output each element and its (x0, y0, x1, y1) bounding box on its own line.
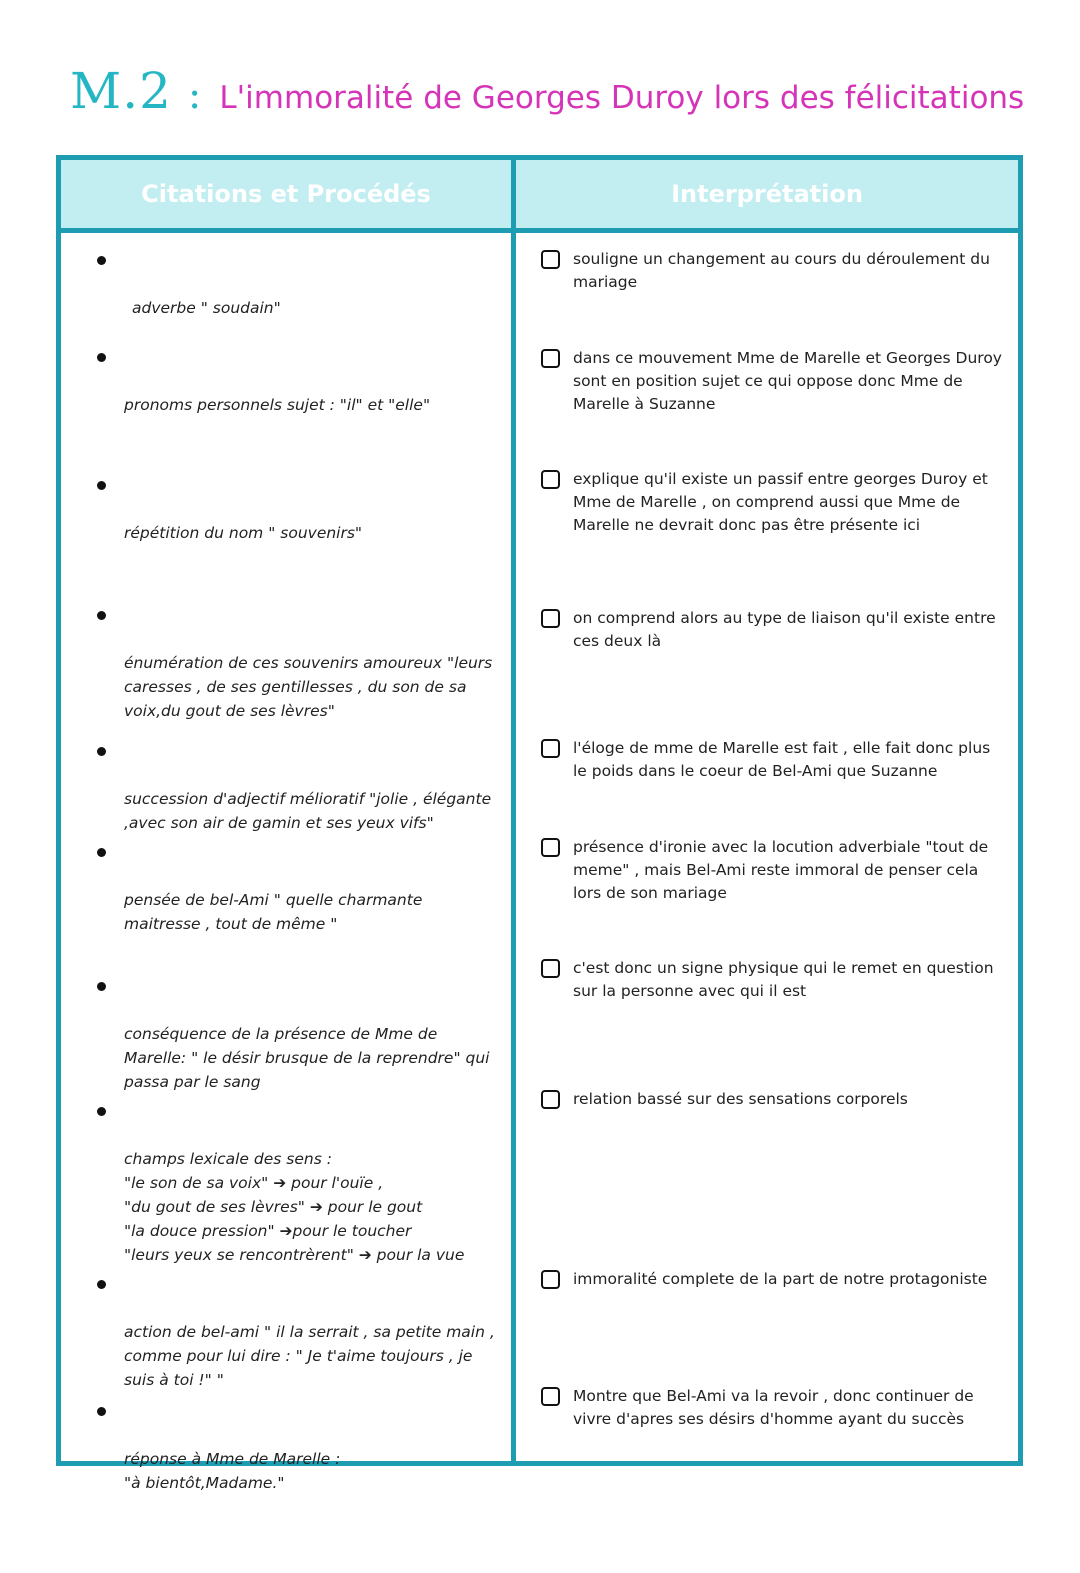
citation-text: répétition du nom " souvenirs" (124, 524, 363, 542)
interpretation-text: relation bassé sur des sensations corporels (573, 1090, 908, 1108)
interpretation-text: dans ce mouvement Mme de Marelle et Georges Duroy sont en position sujet ce qui oppose donc Mme de Marelle à Suzanne (573, 349, 1002, 413)
citation-item (97, 974, 497, 1118)
interpretation-item (541, 248, 1006, 294)
interpretation-item (541, 1088, 1006, 1111)
checkbox-icon (541, 470, 560, 489)
title-colon: : (187, 72, 202, 118)
checkbox-icon (541, 250, 560, 269)
citation-text: succession d'adjectif mélioratif "jolie , élégante ,avec son air de gamin et ses yeux vifs" (124, 790, 492, 832)
interpretation-item (541, 347, 1006, 416)
citation-text: énumération de ces souvenirs amoureux "leurs caresses , de ses gentillesses , du son de sa voix,du gout de ses lèvres" (124, 654, 493, 720)
bullet-icon (97, 1280, 106, 1289)
citation-text: réponse à Mme de Marelle : "à bientôt,Madame." (124, 1450, 341, 1492)
interpretation-item (541, 737, 1006, 783)
checkbox-icon (541, 1270, 560, 1289)
header-interpretation: Interprétation (671, 180, 863, 208)
checkbox-icon (541, 1387, 560, 1406)
interpretation-text: c'est donc un signe physique qui le remet en question sur la personne avec qui il est (573, 959, 994, 1000)
column-divider (511, 160, 516, 1461)
interpretation-text: présence d'ironie avec la locution adverbiale "tout de meme" , mais Bel-Ami reste immoral de penser cela lors de son mariage (573, 838, 989, 902)
checkbox-icon (541, 959, 560, 978)
interpretation-item (541, 1268, 1006, 1291)
interpretation-text: Montre que Bel-Ami va la revoir , donc continuer de vivre d'apres ses désirs d'homme ayant du succès (573, 1387, 974, 1428)
citation-item (97, 473, 497, 569)
bullet-icon (97, 353, 106, 362)
bullet-icon (97, 1107, 106, 1116)
citation-text: conséquence de la présence de Mme de Marelle: " le désir brusque de la reprendre" qui passa par le sang (124, 1025, 490, 1091)
bullet-icon (97, 1407, 106, 1416)
analysis-table (56, 155, 1023, 1492)
interpretation-item (541, 836, 1006, 905)
header-citations: Citations et Procédés (141, 180, 431, 208)
checkbox-icon (541, 349, 560, 368)
title-text: L'immoralité de Georges Duroy lors des félicitations (219, 80, 1025, 116)
citation-item (97, 1099, 497, 1291)
bullet-icon (97, 611, 106, 620)
bullet-icon (97, 256, 106, 265)
interpretation-text: immoralité complete de la part de notre protagoniste (573, 1270, 988, 1288)
interpretation-text: souligne un changement au cours du déroulement du mariage (573, 250, 990, 291)
title-code: M.2 (70, 62, 172, 120)
checkbox-icon (541, 739, 560, 758)
bullet-icon (97, 481, 106, 490)
citation-item (97, 1272, 497, 1416)
interpretation-item (541, 1385, 1006, 1431)
interpretation-text: on comprend alors au type de liaison qu'il existe entre ces deux là (573, 609, 996, 650)
checkbox-icon (541, 1090, 560, 1109)
page-title (70, 62, 1030, 120)
citation-item (97, 248, 497, 344)
citation-item (97, 1399, 497, 1519)
citation-item (97, 840, 497, 960)
citation-text: champs lexicale des sens : "le son de sa voix" ➔ pour l'ouïe , "du gout de ses lèvres" ➔ pour le gout "la douce pression" ➔pour le toucher "leurs yeux se rencontrèrent" ➔ pour la vue (124, 1150, 465, 1264)
citation-item (97, 603, 497, 747)
interpretation-item (541, 957, 1006, 1003)
table-header-row (61, 160, 1018, 233)
bullet-icon (97, 848, 106, 857)
citation-text: adverbe " soudain" (132, 299, 281, 317)
bullet-icon (97, 747, 106, 756)
checkbox-icon (541, 609, 560, 628)
interpretation-item (541, 468, 1006, 537)
bullet-icon (97, 982, 106, 991)
citation-text: pensée de bel-Ami " quelle charmante maitresse , tout de même " (124, 891, 423, 933)
interpretation-text: explique qu'il existe un passif entre georges Duroy et Mme de Marelle , on comprend aussi que Mme de Marelle ne devrait donc pas être présente ici (573, 470, 988, 534)
citation-item (97, 345, 497, 441)
citation-text: pronoms personnels sujet : "il" et "elle" (124, 396, 431, 414)
interpretation-text: l'éloge de mme de Marelle est fait , elle fait donc plus le poids dans le coeur de Bel-Ami que Suzanne (573, 739, 991, 780)
interpretation-item (541, 607, 1006, 653)
citation-text: action de bel-ami " il la serrait , sa petite main , comme pour lui dire : " Je t'aime toujours , je suis à toi !" " (124, 1323, 495, 1389)
checkbox-icon (541, 838, 560, 857)
